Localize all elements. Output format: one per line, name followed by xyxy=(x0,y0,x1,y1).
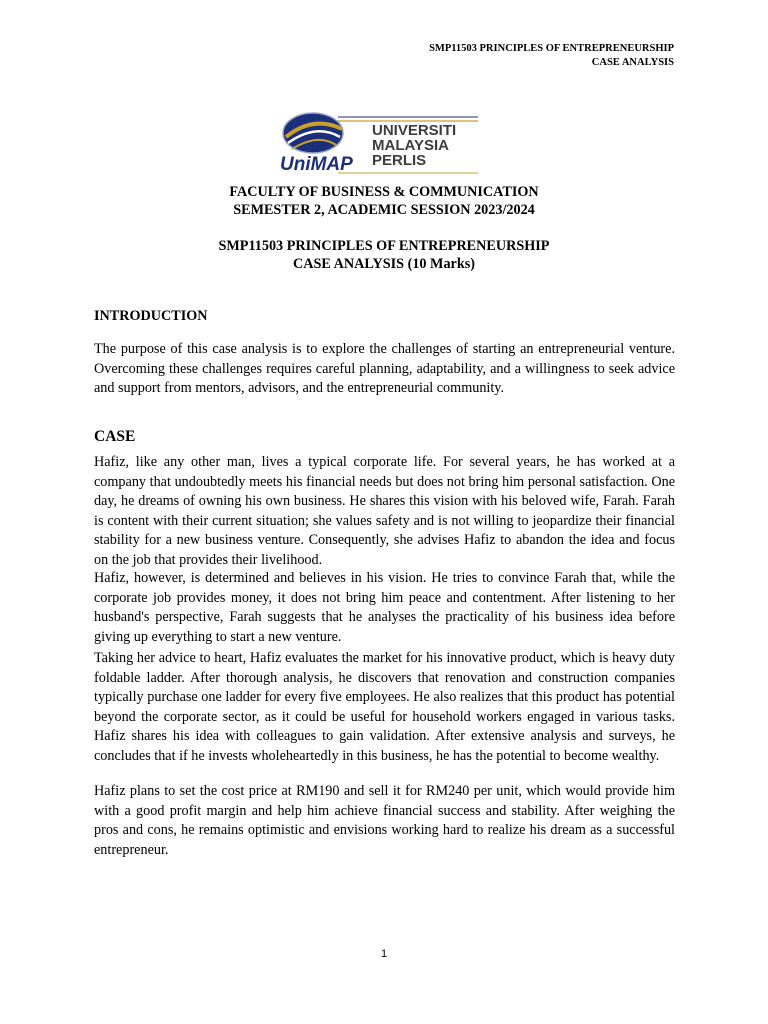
introduction-paragraph: The purpose of this case analysis is to explore the challenges of starting an entrepreneurial venture. Overcoming these challenges requires careful planning, adaptability, and a willingness to seek advice and support from mentors, advisors, and the entrepreneurial community. xyxy=(94,341,675,396)
introduction-heading: INTRODUCTION xyxy=(94,308,208,324)
unimap-logo-graphic xyxy=(278,107,488,177)
semester-line: SEMESTER 2, ACADEMIC SESSION 2023/2024 xyxy=(233,202,535,218)
course-title-block xyxy=(0,237,768,273)
case-paragraph-2: Hafiz, however, is determined and believes in his vision. He tries to convince Farah that, while the corporate job provides money, it does not bring him peace and contentment. After listening to her husband's perspective, Farah suggests that he analyses the practicality of his business idea before giving up everything to start a new venture. xyxy=(94,570,675,645)
university-logo xyxy=(278,107,488,177)
case-heading: CASE xyxy=(94,428,136,445)
logo-university-text: UNIVERSITI xyxy=(372,122,457,139)
case-paragraph-1: Hafiz, like any other man, lives a typical corporate life. For several years, he has worked at a company that undoubtedly meets his financial needs but does not bring him personal satisfaction. One day, he dreams of owning his own business. He shares this vision with his beloved wife, Farah. Farah is content with their current situation; she values safety and is not willing to jeopardize their financial stability for a new business venture. Consequently, she advises Hafiz to abandon the idea and focus on the job that provides their livelihood. xyxy=(94,454,675,568)
page-number: 1 xyxy=(380,948,388,960)
logo-perlis-text: PERLIS xyxy=(372,152,427,169)
faculty-name: FACULTY OF BUSINESS & COMMUNICATION xyxy=(229,184,539,200)
case-paragraph-3: Taking her advice to heart, Hafiz evaluates the market for his innovative product, which is heavy duty foldable ladder. After thorough analysis, he discovers that renovation and construction companies typically purchase one ladder for every five employees. He also realizes that this product has potential beyond the corporate sector, as it could be useful for household workers engaged in various tasks. Hafiz shares his idea with colleagues to gain validation. After extensive analysis and surveys, he concludes that if he invests wholeheartedly in this business, he has the potential to become wealthy. xyxy=(94,650,675,764)
case-paragraph-4: Hafiz plans to set the cost price at RM190 and sell it for RM240 per unit, which would provide him with a good profit margin and help him achieve financial success and stability. After weighing the pros and cons, he remains optimistic and envisions working hard to realize his dream as a successful entrepreneur. xyxy=(94,783,675,858)
logo-malaysia-text: MALAYSIA xyxy=(372,137,449,154)
running-header-type: CASE ANALYSIS xyxy=(591,57,674,68)
running-header xyxy=(429,42,674,70)
course-title: SMP11503 PRINCIPLES OF ENTREPRENEURSHIP xyxy=(218,238,550,254)
logo-unimap-text: UniMAP xyxy=(280,154,353,175)
faculty-title-block xyxy=(0,183,768,219)
assessment-title: CASE ANALYSIS (10 Marks) xyxy=(293,256,475,272)
running-header-course: SMP11503 PRINCIPLES OF ENTREPRENEURSHIP xyxy=(429,43,674,54)
